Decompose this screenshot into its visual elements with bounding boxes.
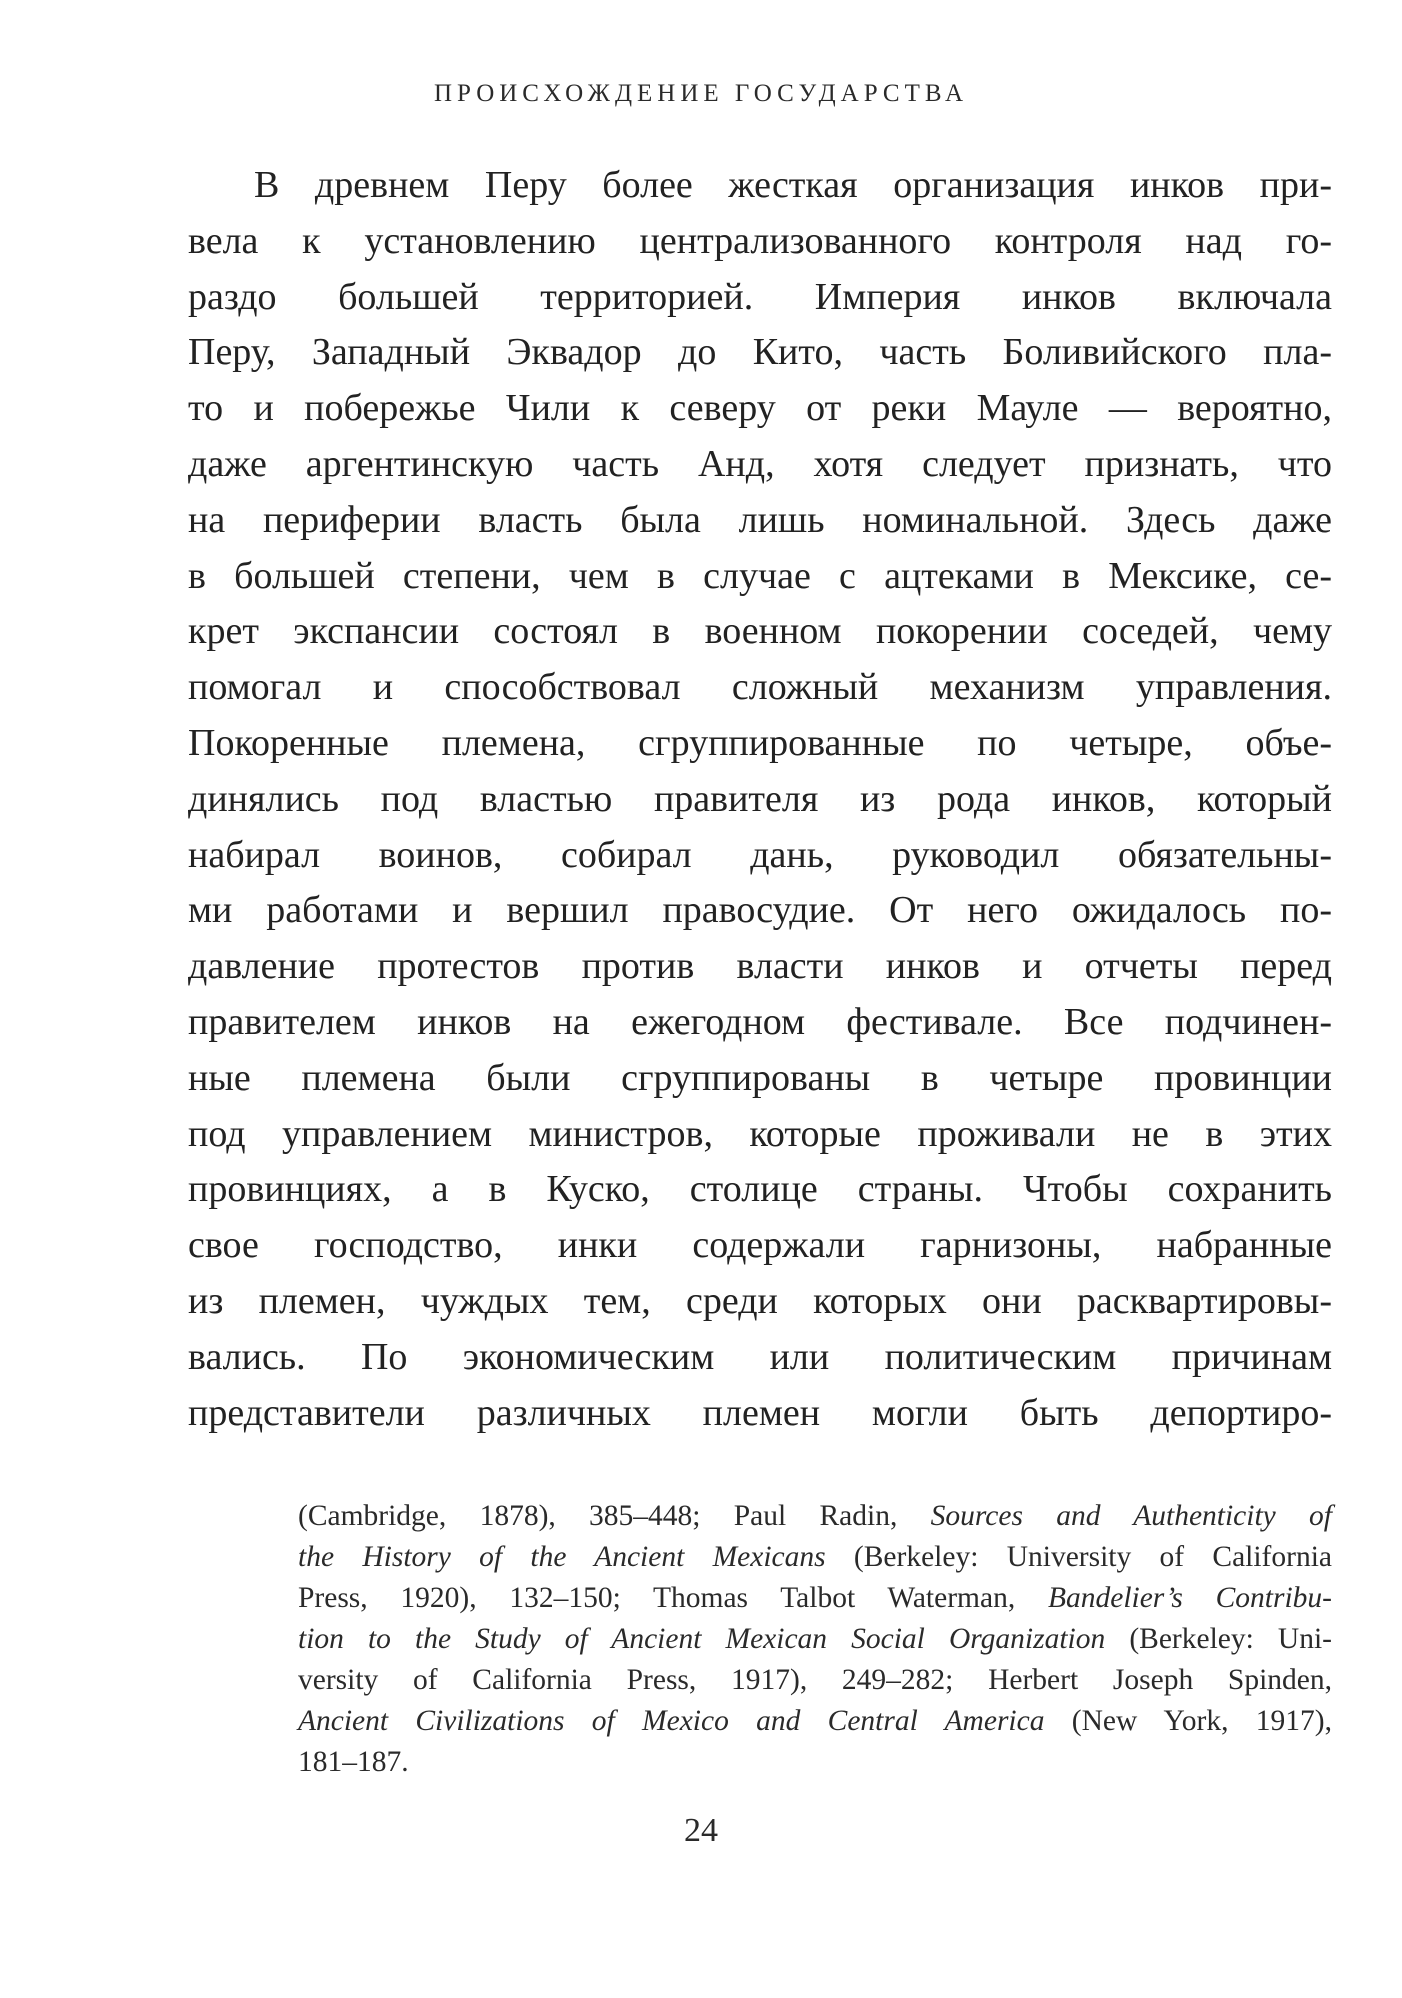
- body-line: ные племена были сгруппированы в четыре провинции: [188, 1056, 1332, 1099]
- body-line: под управлением министров, которые проживали не в этих: [188, 1112, 1332, 1155]
- body-line: вались. По экономическим или политическим причинам: [188, 1335, 1332, 1378]
- footnote-line: [298, 1537, 1332, 1578]
- body-line: провинциях, а в Куско, столице страны. Чтобы сохранить: [188, 1168, 1332, 1211]
- body-line: В древнем Перу более жесткая организация инков при-: [254, 164, 1332, 206]
- body-line: вела к установлению централизованного контроля над го-: [188, 219, 1332, 262]
- body-line: представители различных племен могли быть депортиро-: [188, 1391, 1332, 1434]
- footnote-text: (Berkeley: University of California: [825, 1541, 1332, 1573]
- body-line: Покоренные племена, сгруппированные по четыре, объе-: [188, 721, 1332, 764]
- footnote-text: (New York, 1917),: [1044, 1705, 1332, 1737]
- body-line: на периферии власть была лишь номинальной. Здесь даже: [188, 498, 1332, 541]
- body-line: давление протестов против власти инков и отчеты перед: [188, 945, 1332, 988]
- body-line: из племен, чуждых тем, среди которых они расквартировы-: [188, 1279, 1332, 1322]
- body-line: раздо большей территорией. Империя инков включала: [188, 275, 1332, 318]
- footnote-text: 181–187.: [298, 1746, 409, 1778]
- body-line: то и побережье Чили к северу от реки Мауле — вероятно,: [188, 387, 1332, 430]
- page-number: 24: [684, 1812, 718, 1849]
- body-line: динялись под властью правителя из рода инков, который: [188, 777, 1332, 820]
- footnote-italic-title: Ancient Civilizations of Mexico and Central America: [298, 1705, 1045, 1737]
- footnote-line: [298, 1742, 1332, 1783]
- body-line: Перу, Западный Эквадор до Кито, часть Боливийского пла-: [188, 331, 1332, 374]
- footnote-text: (Cambridge, 1878), 385–448; Paul Radin,: [298, 1500, 931, 1532]
- footnote-italic-title: Sources and Authenticity of: [930, 1500, 1332, 1532]
- footnote-italic-title: tion to the Study of Ancient Mexican Social Organization: [298, 1623, 1106, 1655]
- footnote: [298, 1496, 1332, 1783]
- footnote-text: versity of California Press, 1917), 249–282; Herbert Joseph Spinden,: [298, 1664, 1332, 1696]
- body-text: [188, 158, 1332, 1441]
- body-line: даже аргентинскую часть Анд, хотя следует признать, что: [188, 442, 1332, 485]
- body-line: ми работами и вершил правосудие. От него ожидалось по-: [188, 889, 1332, 932]
- footnote-text: Press, 1920), 132–150; Thomas Talbot Waterman,: [298, 1582, 1048, 1614]
- body-line: в большей степени, чем в случае с ацтеками в Мексике, се-: [188, 554, 1332, 597]
- footnote-text: (Berkeley: Uni-: [1105, 1623, 1332, 1655]
- body-line: помогал и способствовал сложный механизм управления.: [188, 666, 1332, 709]
- running-head: ПРОИСХОЖДЕНИЕ ГОСУДАРСТВА: [433, 80, 969, 107]
- footnote-line: [298, 1496, 1332, 1537]
- footnote-line: [298, 1701, 1332, 1742]
- footnote-line: [298, 1578, 1332, 1619]
- footnote-line: [298, 1619, 1332, 1660]
- footnote-line: [298, 1660, 1332, 1701]
- body-line: свое господство, инки содержали гарнизоны, набранные: [188, 1224, 1332, 1267]
- footnote-italic-title: Bandelier’s Contribu-: [1047, 1582, 1332, 1614]
- body-line: крет экспансии состоял в военном покорении соседей, чему: [188, 610, 1332, 653]
- footnote-italic-title: the History of the Ancient Mexicans: [298, 1541, 826, 1573]
- body-line: набирал воинов, собирал дань, руководил обязательны-: [188, 833, 1332, 876]
- body-line: правителем инков на ежегодном фестивале. Все подчинен-: [188, 1000, 1332, 1043]
